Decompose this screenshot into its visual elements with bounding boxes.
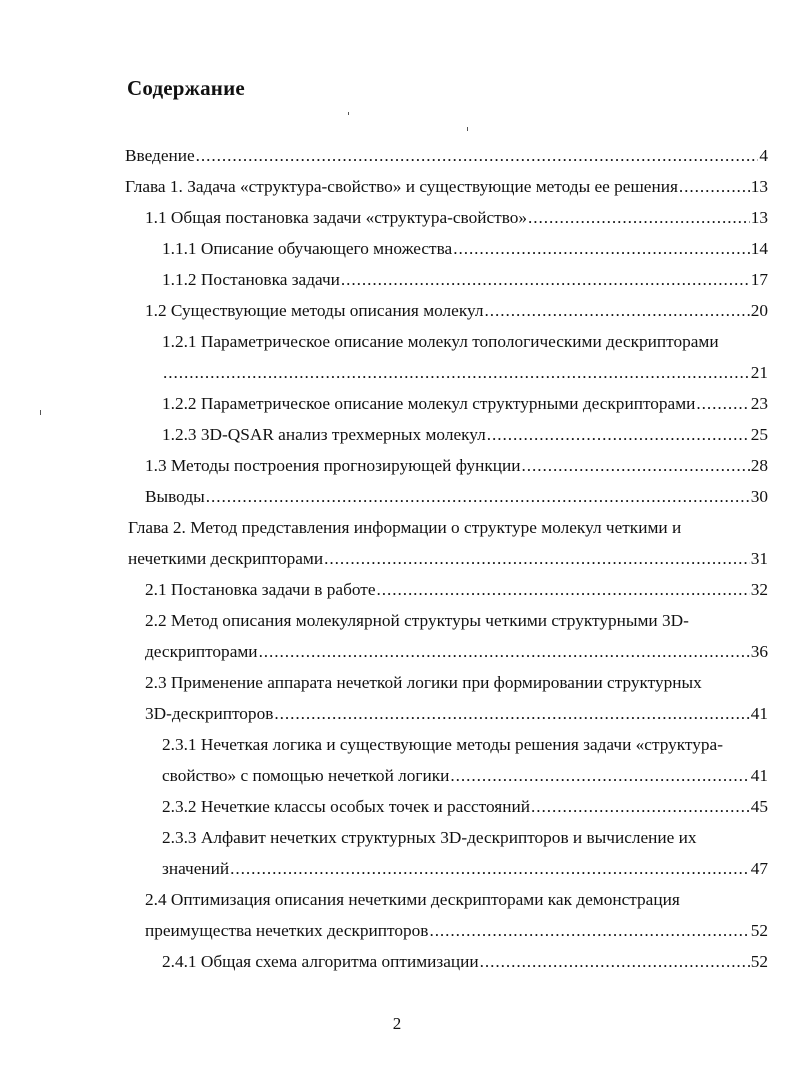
toc-entry: Введение . . . 4: [125, 144, 768, 168]
toc-entry: 1.2 Существующие методы описания молекул . . . 20: [145, 299, 768, 323]
toc-entry: 1.1.2 Постановка задачи . . . 17: [162, 268, 768, 292]
scan-speck: [40, 410, 41, 415]
toc-entry-wrapped: 2.3 Применение аппарата нечеткой логики при формировании структурных: [145, 673, 702, 692]
toc-entry-continuation: значений . . . 47: [162, 857, 768, 881]
toc-entry: Выводы . . . 30: [145, 485, 768, 509]
toc-entry-wrapped: 1.2.1 Параметрическое описание молекул топологическими дескрипторами: [162, 332, 719, 351]
toc-entry-continuation: 3D-дескрипторов . . . 41: [145, 702, 768, 726]
toc-entry: 1.3 Методы построения прогнозирующей функции . . . 28: [145, 454, 768, 478]
page-heading: Содержание: [127, 76, 245, 100]
toc-entry: 2.4.1 Общая схема алгоритма оптимизации . . . 52: [162, 950, 768, 974]
toc-entry: 2.3.2 Нечеткие классы особых точек и расстояний . . . 45: [162, 795, 768, 819]
scan-speck: [467, 127, 468, 131]
toc-entry: 2.1 Постановка задачи в работе . . . 32: [145, 578, 768, 602]
toc-entry-wrapped: Глава 2. Метод представления информации о структуре молекул четкими и: [128, 518, 682, 537]
toc-entry-wrapped: 2.4 Оптимизация описания нечеткими дескрипторами как демонстрация: [145, 890, 680, 909]
toc-entry-continuation: свойство» с помощью нечеткой логики . . . 41: [162, 764, 768, 788]
toc-entry: Глава 1. Задача «структура-свойство» и существующие методы ее решения . . . 13: [125, 175, 768, 199]
toc-entry-wrapped: 2.3.1 Нечеткая логика и существующие методы решения задачи «структура-: [162, 735, 723, 754]
toc-entry: 1.1.1 Описание обучающего множества . . . 14: [162, 237, 768, 261]
toc-entry-continuation: . . . 21: [162, 361, 768, 385]
toc-entry: 1.2.3 3D-QSAR анализ трехмерных молекул . . . 25: [162, 423, 768, 447]
toc-entry-wrapped: 2.2 Метод описания молекулярной структуры четкими структурными 3D-: [145, 611, 689, 630]
toc-entry-continuation: нечеткими дескрипторами . . . 31: [128, 547, 768, 571]
page-number: 2: [392, 1014, 402, 1033]
toc-entry-continuation: дескрипторами . . . 36: [145, 640, 768, 664]
scan-speck: [348, 112, 349, 115]
toc-entry-wrapped: 2.3.3 Алфавит нечетких структурных 3D-дескрипторов и вычисление их: [162, 828, 697, 847]
toc-entry-continuation: преимущества нечетких дескрипторов . . . 52: [145, 919, 768, 943]
toc-entry: 1.1 Общая постановка задачи «структура-свойство» . . . 13: [145, 206, 768, 230]
toc-entry: 1.2.2 Параметрическое описание молекул структурными дескрипторами . . . 23: [162, 392, 768, 416]
